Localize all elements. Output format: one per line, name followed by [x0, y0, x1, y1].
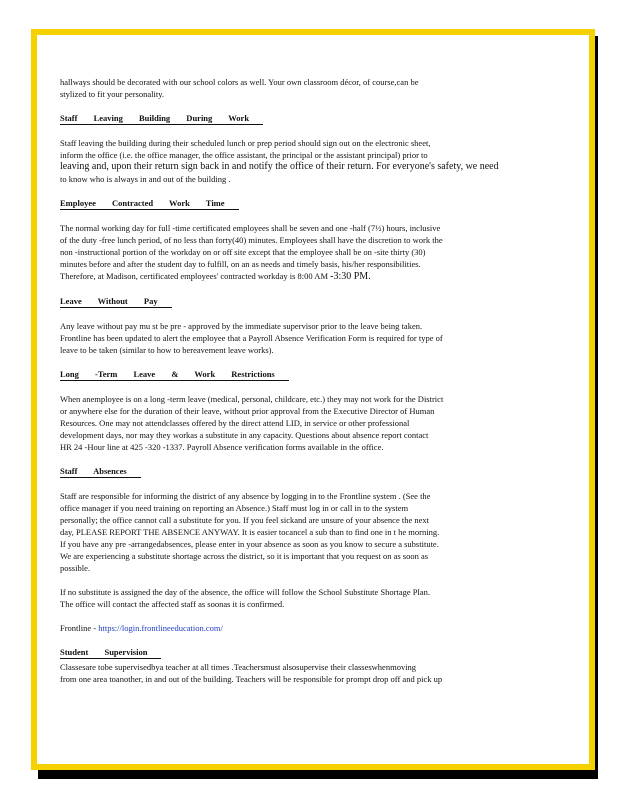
section-leaving-building — [60, 112, 570, 185]
text-line: minutes before and after the student day to fulfill, on an as needs and timely basis, his/her responsibilities. — [60, 259, 421, 269]
text-line: inform the office (i.e. the office manager, the office assistant, the principal or the assistant principal) prior to — [60, 150, 428, 160]
text-line: from one area toanother, in and out of the building. Teachers will be responsible for prompt drop off and pick up — [60, 674, 443, 684]
text-line: non -instructional portion of the workday on or off site except that the employee shall be on -site thirty (30) — [60, 247, 426, 257]
text-line: of the duty -free lunch period, of no less than forty(40) minutes. Employees shall have the discretion to work the — [60, 235, 443, 245]
text-line — [60, 270, 570, 283]
frontline-line — [60, 622, 570, 634]
text-line: We are experiencing a substitute shortage across the district, so it is important that you request on as soon as — [60, 551, 429, 561]
text-line: leave to be taken (similar to how to bereavement leave works). — [60, 345, 274, 355]
text-line: day, PLEASE REPORT THE ABSENCE ANYWAY. It is easier tocancel a sub than to find one in t he morning. — [60, 527, 440, 537]
document-page — [31, 29, 595, 770]
section-paragraph — [60, 586, 570, 610]
text-line: When anemployee is on a long -term leave (medical, personal, childcare, etc.) they may not work for the District — [60, 394, 444, 404]
text-line: possible. — [60, 563, 90, 573]
intro-paragraph — [60, 76, 570, 100]
time-range: -3:30 PM. — [330, 271, 371, 282]
section-heading: Student Supervision — [60, 646, 161, 659]
section-student-supervision — [60, 646, 570, 685]
section-heading: Staff Absences — [60, 465, 141, 478]
section-paragraph — [60, 137, 570, 185]
text-line: or anywhere else for the duration of their leave, without prior approval from the Executive Director of Human — [60, 406, 435, 416]
text-line: If you have any pre -arrangedabsences, please enter in your absence as soon as you know to secure a substitute. — [60, 539, 439, 549]
section-paragraph — [60, 320, 570, 356]
text-line: Staff are responsible for informing the district of any absence by logging in to the Frontline system . (See the — [60, 491, 431, 501]
section-staff-absences — [60, 465, 570, 634]
text-line: HR 24 -Hour line at 425 -320 -1337. Payroll Absence verification forms available in the office. — [60, 442, 384, 452]
text-line: Staff leaving the building during their scheduled lunch or prep period should sign out on the electronic sheet, — [60, 138, 431, 148]
section-paragraph — [60, 661, 570, 685]
section-heading: Leave Without Pay — [60, 295, 172, 308]
text-line: leaving and, upon their return sign back in and notify the office of their return. For everyone's safety, we need — [60, 161, 499, 172]
section-employee-work-time — [60, 197, 570, 283]
text-span: Therefore, at Madison, certificated employees' contracted workday is 8:00 AM — [60, 271, 329, 281]
section-paragraph — [60, 222, 570, 283]
text-line: to know who is always in and out of the building . — [60, 174, 231, 184]
frontline-label: Frontline - — [60, 623, 99, 633]
document-body — [60, 76, 570, 685]
section-heading: Employee Contracted Work Time — [60, 197, 239, 210]
text-line: The normal working day for full -time certificated employees shall be seven and one -half (7½) hours, inclusive — [60, 223, 441, 233]
section-paragraph — [60, 490, 570, 574]
text-line: If no substitute is assigned the day of the absence, the office will follow the School Substitute Shortage Plan. — [60, 587, 430, 597]
section-heading: Staff Leaving Building During Work — [60, 112, 263, 125]
text-line: office manager if you need training on reporting an Absence.) Staff must log in or call in to the system — [60, 503, 409, 513]
section-heading: Long -Term Leave & Work Restrictions — [60, 368, 289, 381]
section-long-term-leave — [60, 368, 570, 453]
frontline-link[interactable]: https://login.frontlineeducation.com/ — [98, 623, 223, 633]
text-line: personally; the office cannot call a substitute for you. If you feel sickand are unsure of your absence the next — [60, 515, 429, 525]
text-line: stylized to fit your personality. — [60, 89, 165, 99]
text-line: Resources. One may not attendclasses offered by the direct attend LID, in service or other professional — [60, 418, 410, 428]
text-line: The office will contact the affected staff as soonas it is confirmed. — [60, 599, 285, 609]
text-line: Any leave without pay mu st be pre - approved by the immediate supervisor prior to the leave being taken. — [60, 321, 423, 331]
text-line: Frontline has been updated to alert the employee that a Payroll Absence Verification Form is required for type of — [60, 333, 443, 343]
text-line: Classesare tobe supervisedbya teacher at all times .Teachersmust alsosupervise their classeswhenmoving — [60, 662, 417, 672]
text-line: hallways should be decorated with our school colors as well. Your own classroom décor, of course,can be — [60, 77, 419, 87]
text-line: development days, nor may they workas a substitute in any capacity. Questions about absence report contact — [60, 430, 429, 440]
section-leave-without-pay — [60, 295, 570, 356]
section-paragraph — [60, 393, 570, 453]
